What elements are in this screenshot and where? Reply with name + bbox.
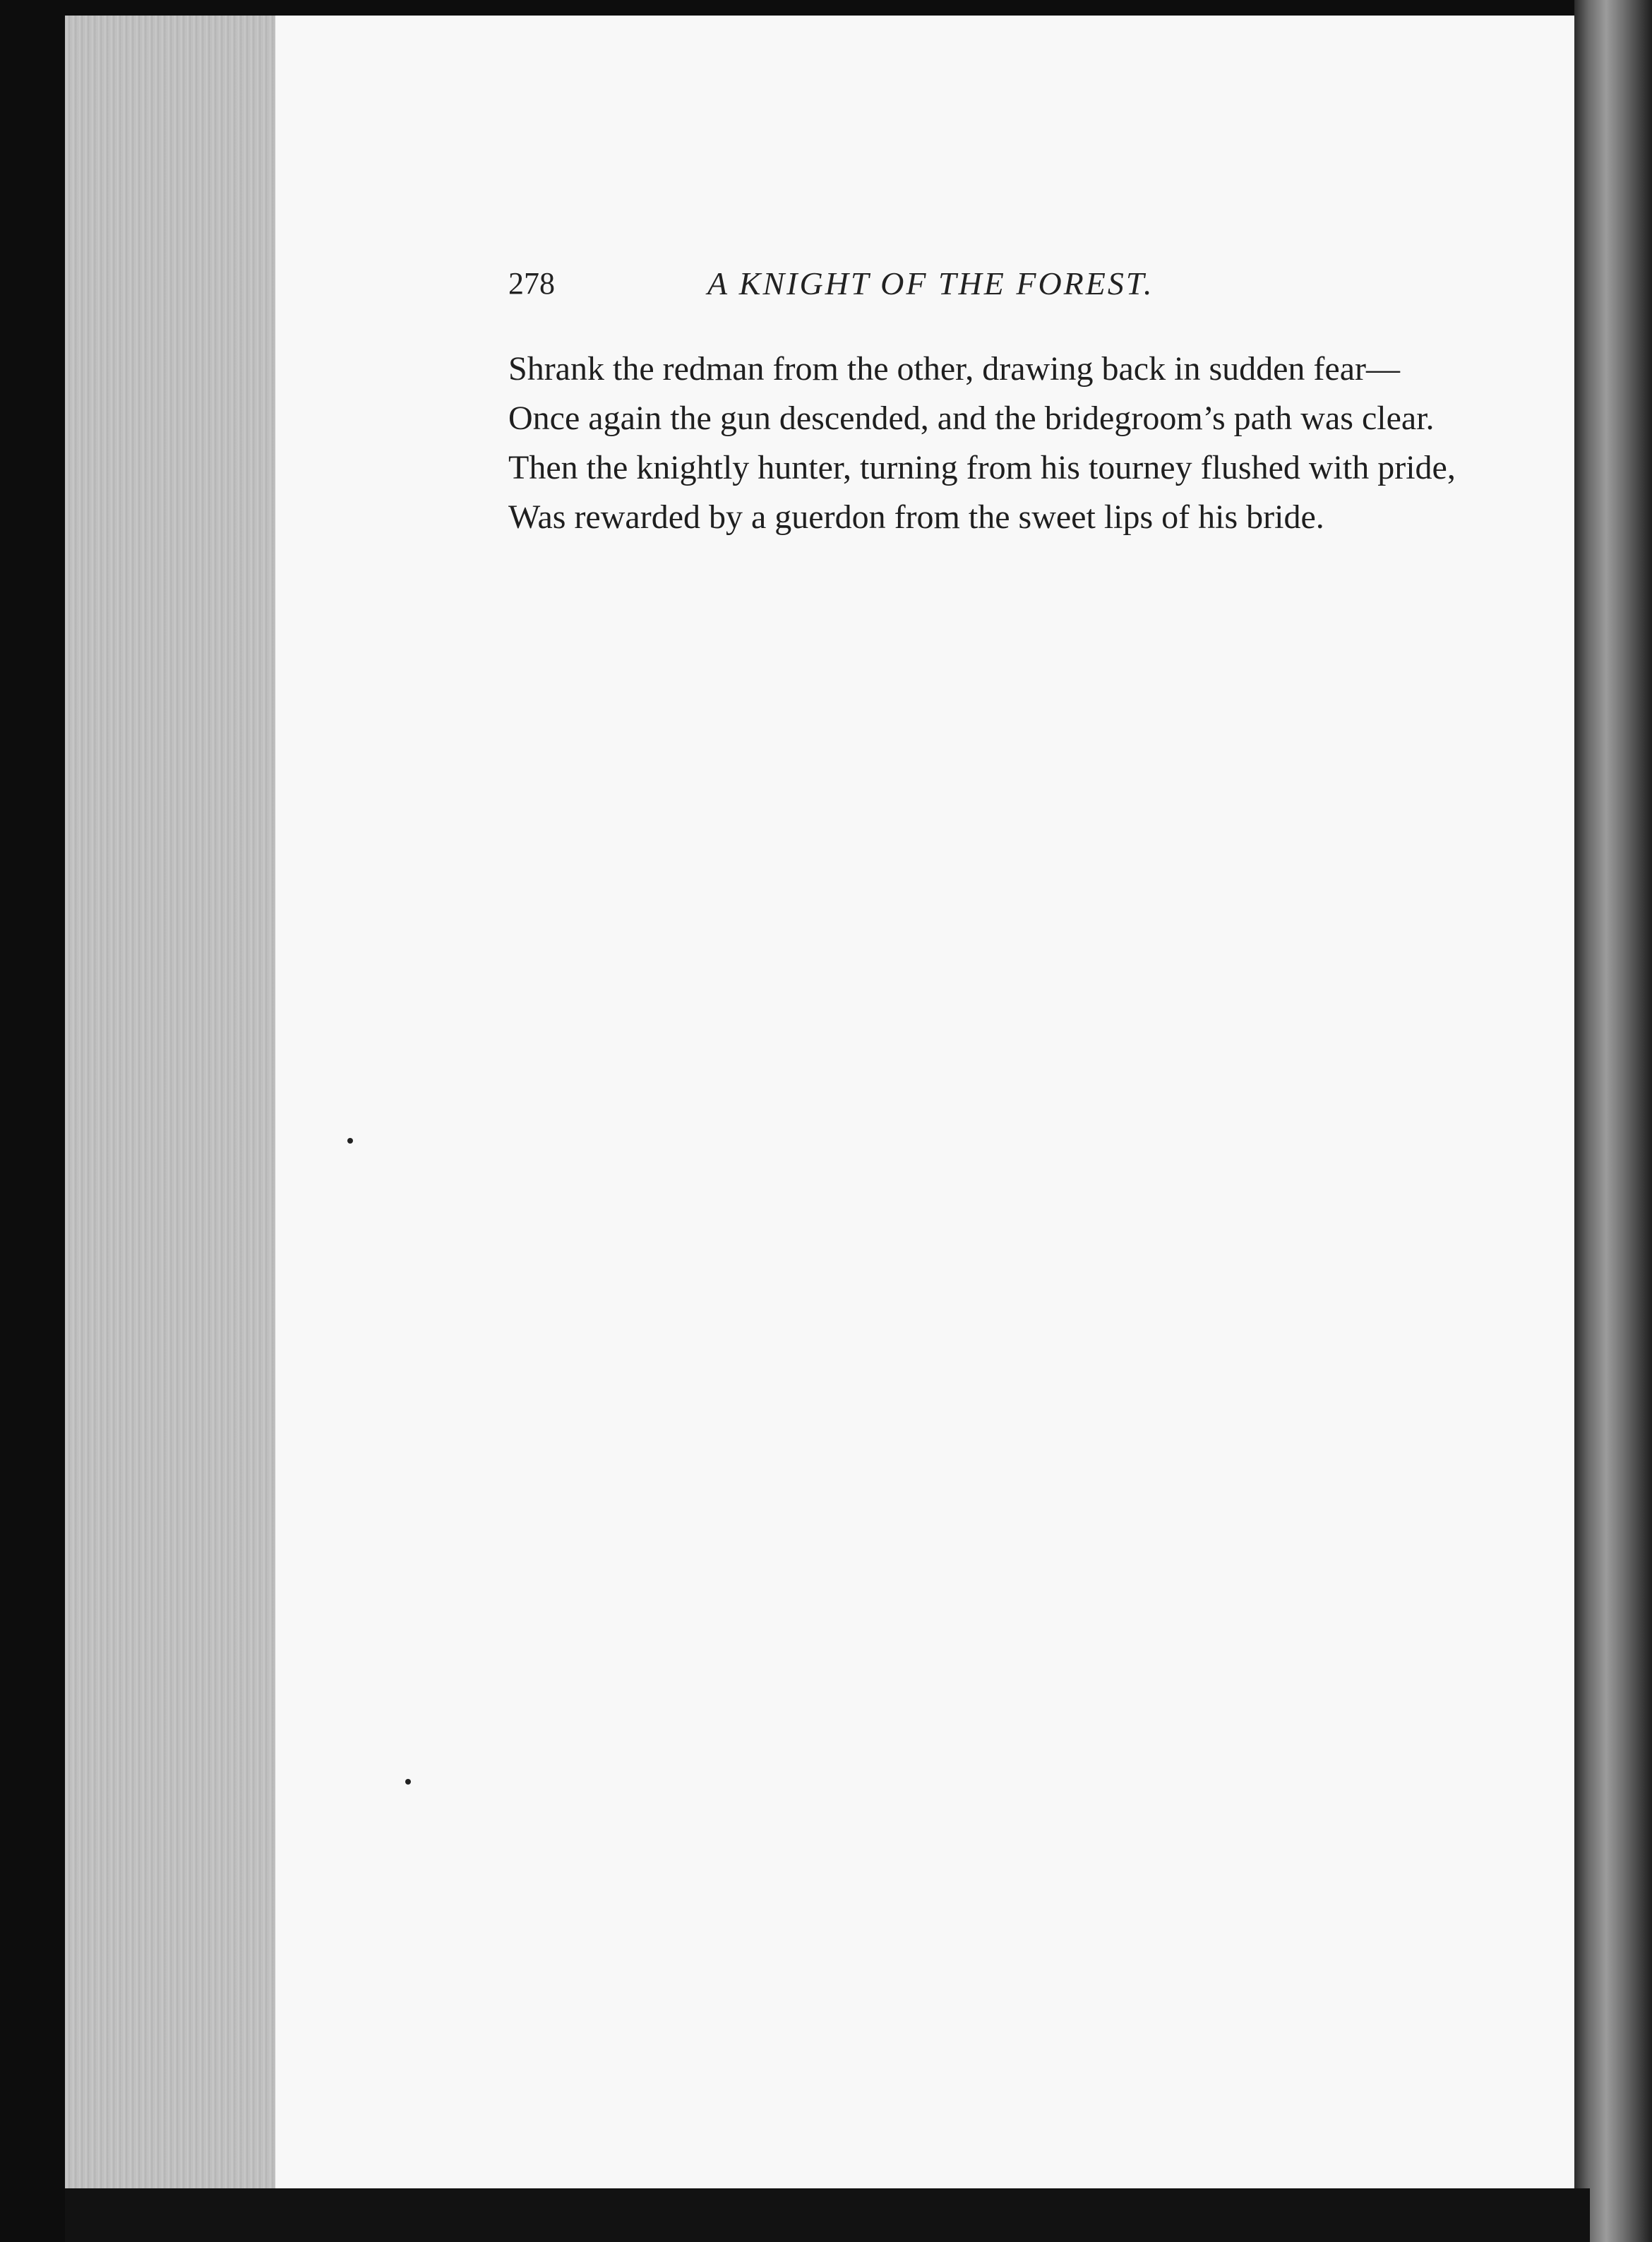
speck-mark — [347, 1138, 353, 1144]
poem-line: Then the knightly hunter, turning from his tourney flushed with pride, — [508, 449, 1456, 486]
book-page-edges — [65, 16, 290, 2197]
running-title: A KNIGHT OF THE FOREST. — [707, 265, 1154, 301]
bottom-shadow — [65, 2188, 1590, 2242]
poem-text — [508, 344, 1540, 542]
page-sheet — [275, 16, 1574, 2197]
poem-line: Shrank the redman from the other, drawing back in sudden fear— — [508, 350, 1400, 388]
poem-line: Once again the gun descended, and the bridegroom’s path was clear. — [508, 400, 1435, 437]
page-number: 278 — [508, 266, 555, 301]
poem-line: Was rewarded by a guerdon from the sweet lips of his bride. — [508, 498, 1324, 536]
speck-mark — [405, 1779, 411, 1785]
page-header — [508, 263, 1363, 305]
binding-strip — [1574, 0, 1652, 2242]
